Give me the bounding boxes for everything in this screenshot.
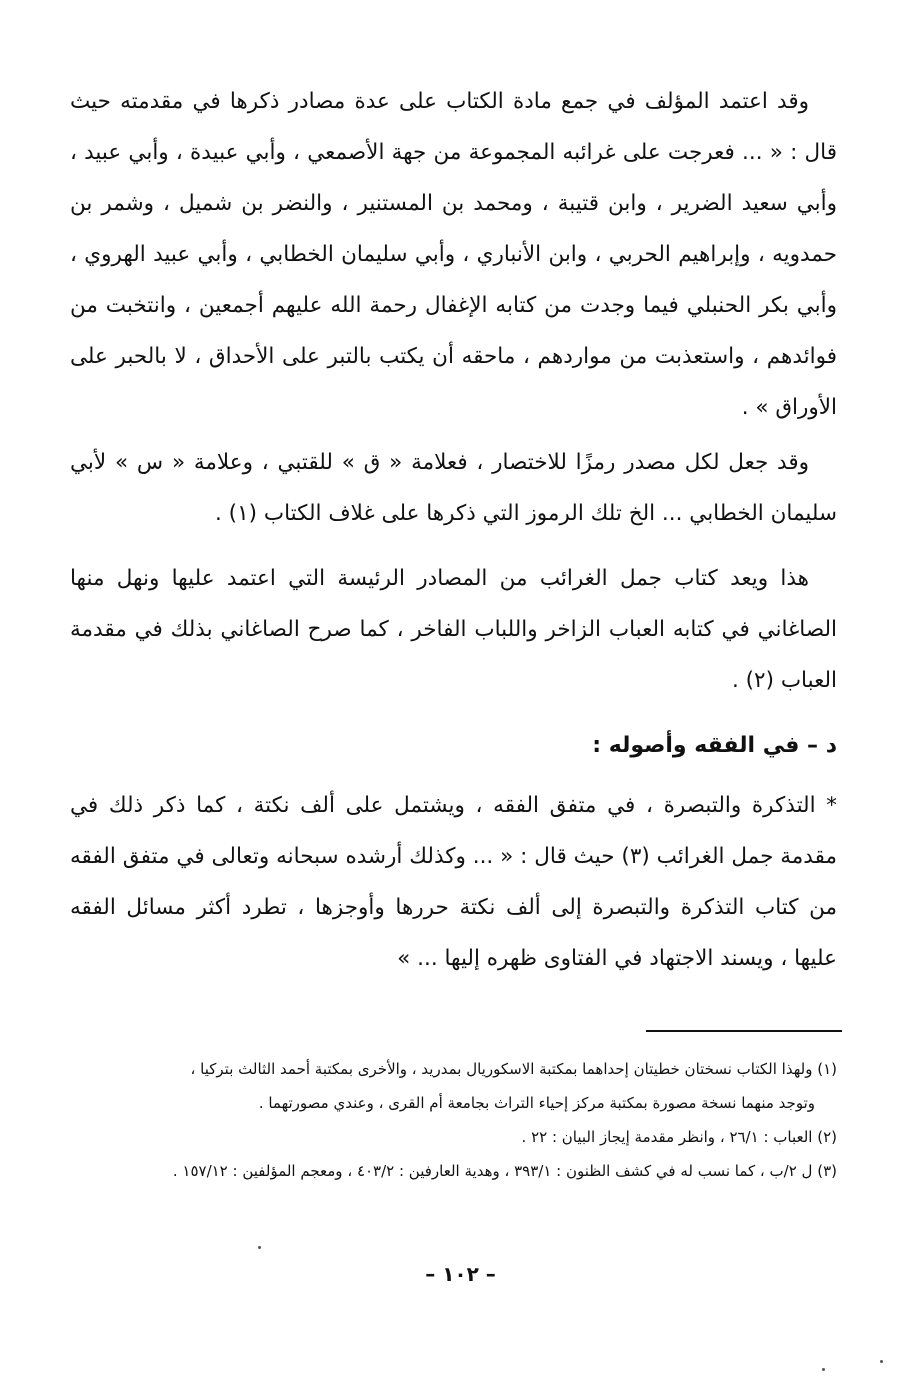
footnote-1-continued: وتوجد منهما نسخة مصورة بمكتبة مركز إحياء التراث بجامعة أم القرى ، وعندي مصورتهما . [258, 1094, 815, 1112]
footnotes [64, 1052, 837, 1188]
section-heading: د – في الفقه وأصوله : [592, 733, 837, 758]
footnote-divider [646, 1030, 842, 1032]
sources-paragraph: وقد اعتمد المؤلف في جمع مادة الكتاب على عدة مصادر ذكرها في مقدمته حيث قال : « ... فعرجت على غرائبه المجموعة من جهة الأصمعي ، وأبي عبيدة ، وأبي عبيد ، وأبي سعيد الضرير ، وابن قتيبة ، ومحمد بن المستنير ، والنضر بن شميل ، وشمر بن حمدويه ، وإبراهيم الحربي ، وابن الأنباري ، وأبي سليمان الخطابي ، وأبي عبيد الهروي ، وأبي بكر الحنبلي فيما وجدت من كتابه الإغفال رحمة الله عليهم أجمعين ، وانتخبت من فوائدهم ، واستعذبت من مواردهم ، ماحقه أن يكتب بالتبر على الأحداق ، لا بالحبر على الأوراق » . [70, 89, 837, 420]
scan-speck [258, 1246, 261, 1249]
scan-speck [822, 1368, 825, 1371]
ubab-paragraph: هذا ويعد كتاب جمل الغرائب من المصادر الرئيسة التي اعتمد عليها ونهل منها الصاغاني في كتابه العباب الزاخر واللباب الفاخر ، كما صرح الصاغاني بذلك في مقدمة العباب (٢) . [70, 566, 837, 693]
tadhkira-paragraph: * التذكرة والتبصرة ، في متفق الفقه ، ويشتمل على ألف نكتة ، كما ذكر ذلك في مقدمة جمل الغرائب (٣) حيث قال : « ... وكذلك أرشده سبحانه وتعالى في متفق الفقه من كتاب التذكرة والتبصرة إلى ألف نكتة حررها وأوجزها ، تطرد أكثر مسائل الفقه عليها ، ويسند الاجتهاد في الفتاوى ظهره إليها ... » [70, 793, 837, 971]
main-text [70, 76, 837, 984]
symbols-paragraph: وقد جعل لكل مصدر رمزًا للاختصار ، فعلامة « ق » للقتبي ، وعلامة « س » لأبي سليمان الخطابي ... الخ تلك الرموز التي ذكرها على غلاف الكتاب (١) . [70, 450, 837, 526]
footnote-3: (٣) ل ٢/ب ، كما نسب له في كشف الظنون : ٣٩٣/١ ، وهدية العارفين : ٤٠٣/٢ ، ومعجم المؤلفين : ١٥٧/١٢ . [172, 1162, 837, 1180]
scan-speck [880, 1360, 883, 1363]
page-number: – ١٠٢ – [425, 1262, 496, 1286]
footnote-1: (١) ولهذا الكتاب نسختان خطيتان إحداهما بمكتبة الاسكوريال بمدريد ، والأخرى بمكتبة أحمد الثالث بتركيا ، [190, 1060, 837, 1078]
footnote-2: (٢) العباب : ٢٦/١ ، وانظر مقدمة إيجاز البيان : ٢٢ . [521, 1128, 837, 1146]
